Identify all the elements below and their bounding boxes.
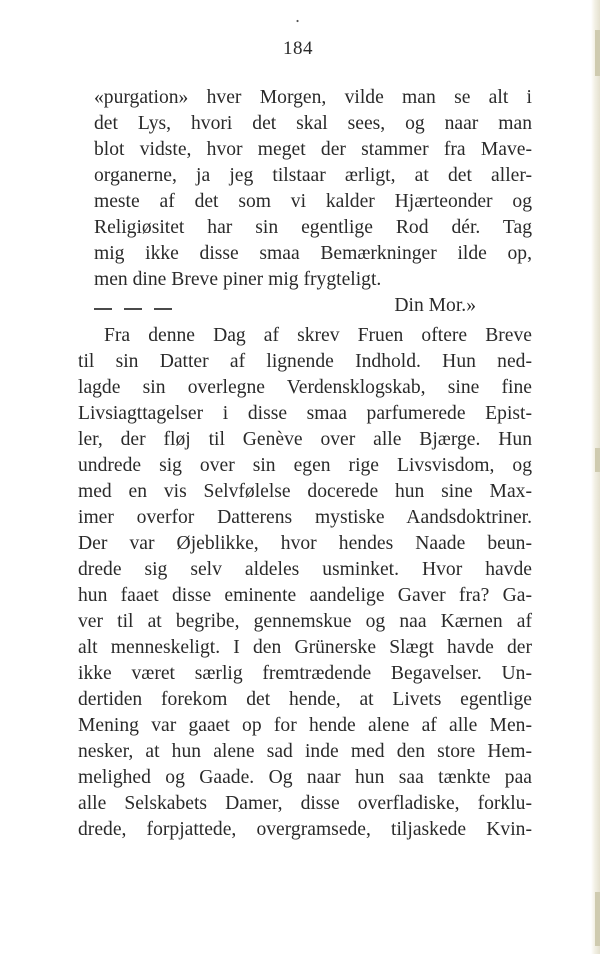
narrative-line: imer overfor Datterens mystiske Aandsdoktriner. — [78, 507, 532, 528]
letter-line: «purgation» hver Morgen, vilde man se alt i — [94, 87, 532, 108]
narrative-line: Mening var gaaet op for hende alene af alle Men- — [78, 715, 532, 736]
narrative-line: dertiden forekom det hende, at Livets egentlige — [78, 689, 532, 710]
narrative-line: drede, forpjattede, overgramsede, tiljaskede Kvin- — [78, 819, 532, 840]
letter-line: meste af det som vi kalder Hjærteonder og — [94, 191, 532, 212]
narrative-line: hun faaet disse eminente aandelige Gaver fra? Ga- — [78, 585, 532, 606]
letter-line: det Lys, hvori det skal sees, og naar man — [94, 113, 532, 134]
letter-line: men dine Breve piner mig frygteligt. — [94, 269, 382, 290]
letter-line: blot vidste, hvor meget der stammer fra Mave- — [94, 139, 532, 160]
narrative-line: ikke været særlig fremtrædende Begavelser. Un- — [78, 663, 532, 684]
narrative-line: Livsiagttagelser i disse smaa parfumerede Epist- — [78, 403, 532, 424]
letter-line: mig ikke disse smaa Bemærkninger ilde op, — [94, 243, 532, 264]
page-edge-stain — [595, 448, 600, 472]
narrative-line: undrede sig over sin egen rige Livsvisdom, og — [78, 455, 532, 476]
narrative-line: lagde sin overlegne Verdensklogskab, sine fine — [78, 377, 532, 398]
page-edge — [591, 0, 600, 954]
narrative-line: alt menneskeligt. I den Grünerske Slægt havde der — [78, 637, 532, 658]
section-separator — [94, 308, 172, 310]
ink-speck: • — [294, 15, 302, 27]
page-edge-stain — [595, 892, 600, 946]
page-number: 184 — [283, 38, 313, 59]
narrative-line: Fra denne Dag af skrev Fruen oftere Breve — [104, 325, 532, 346]
narrative-line: med en vis Selvfølelse docerede hun sine Max- — [78, 481, 532, 502]
narrative-line: melighed og Gaade. Og naar hun saa tænkte paa — [78, 767, 532, 788]
narrative-line: alle Selskabets Damer, disse overfladiske, forklu- — [78, 793, 532, 814]
narrative-line: ver til at begribe, gennemskue og naa Kærnen af — [78, 611, 532, 632]
letter-line: organerne, ja jeg tilstaar ærligt, at det aller- — [94, 165, 532, 186]
letter-line: Religiøsitet har sin egentlige Rod dér. Tag — [94, 217, 532, 238]
narrative-line: ler, der fløj til Genève over alle Bjærge. Hun — [78, 429, 532, 450]
letter-signature: Din Mor.» — [394, 295, 476, 316]
narrative-line: nesker, at hun alene sad inde med den store Hem- — [78, 741, 532, 762]
narrative-line: drede sig selv aldeles usminket. Hvor havde — [78, 559, 532, 580]
narrative-line: til sin Datter af lignende Indhold. Hun ned- — [78, 351, 532, 372]
narrative-line: Der var Øjeblikke, hvor hendes Naade beun- — [78, 533, 532, 554]
